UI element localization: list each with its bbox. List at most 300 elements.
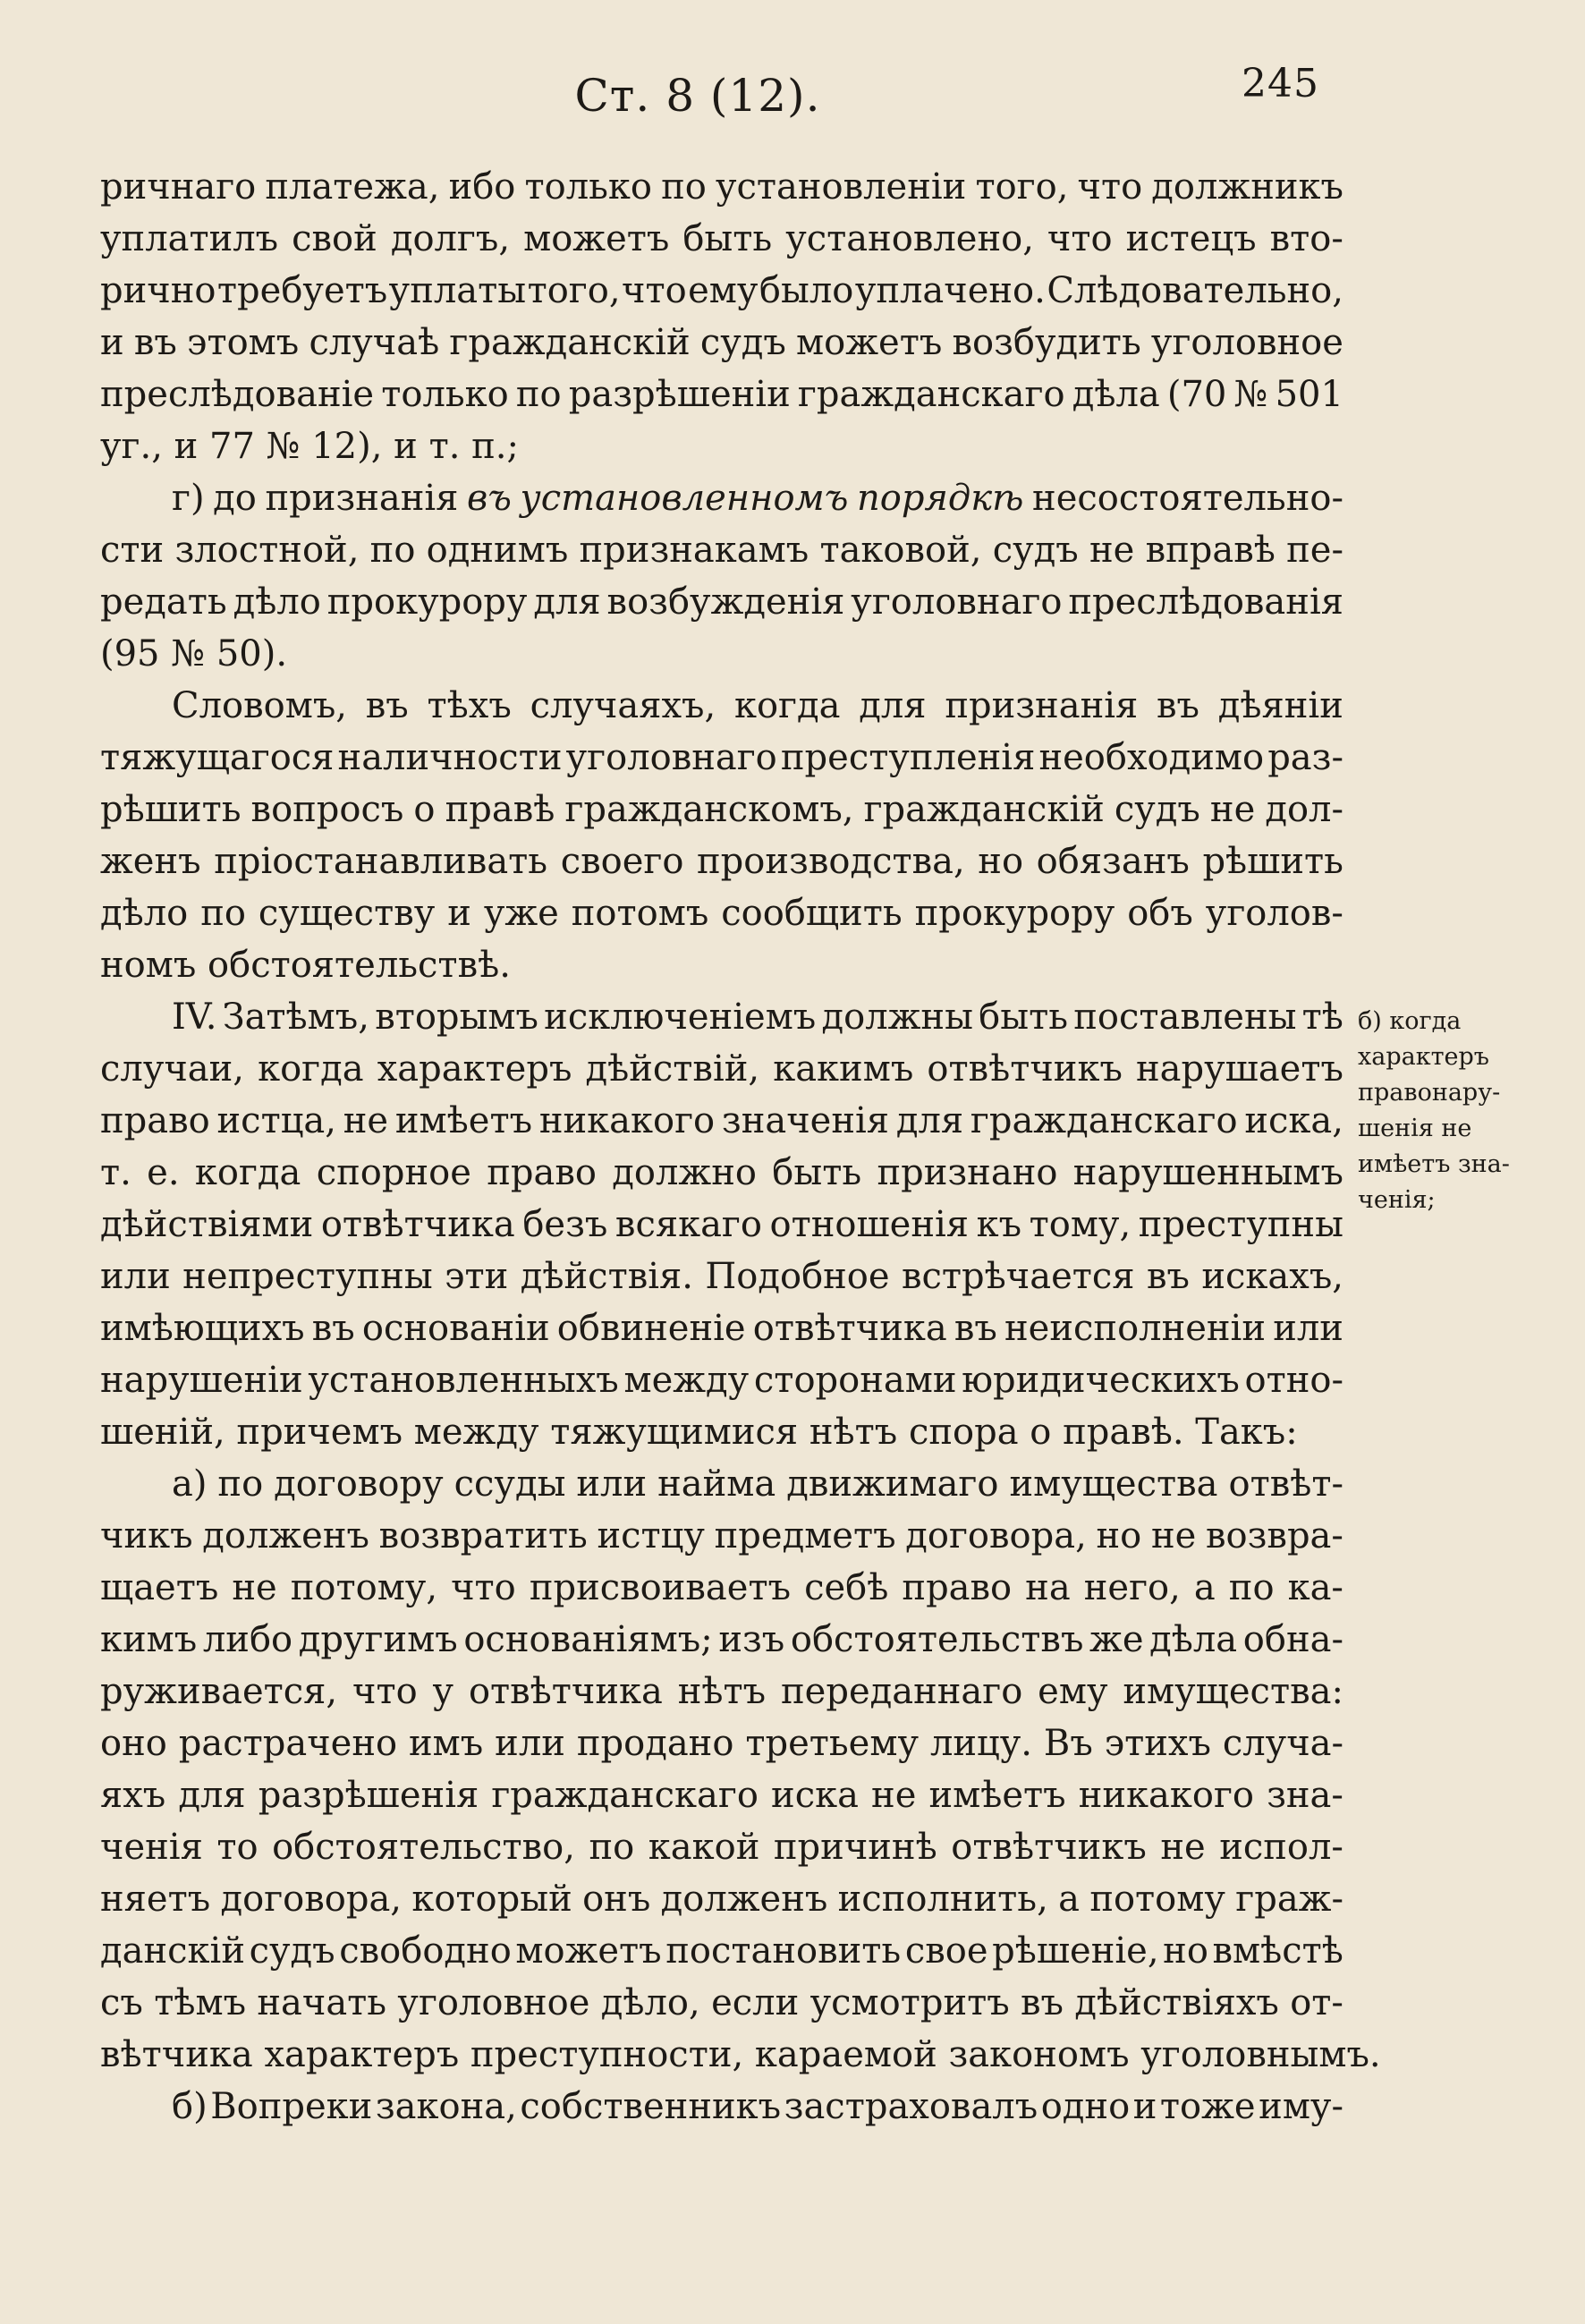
word: уголов- bbox=[1205, 893, 1343, 934]
word: продано bbox=[576, 1723, 734, 1764]
word: вопросъ bbox=[250, 789, 404, 830]
word: уг., bbox=[100, 426, 163, 467]
word: порядкѣ bbox=[856, 478, 1024, 519]
word: право bbox=[487, 1152, 597, 1193]
word: отвѣтчикъ bbox=[927, 1048, 1123, 1090]
word: по bbox=[200, 893, 246, 934]
page-header-title: Ст. 8 (12). bbox=[574, 70, 821, 122]
text-line bbox=[100, 1821, 1343, 1873]
word: истецъ bbox=[1125, 218, 1257, 259]
word: по bbox=[1228, 1567, 1275, 1608]
word: значенія bbox=[721, 1100, 890, 1141]
word: для bbox=[178, 1775, 246, 1816]
word: право bbox=[902, 1567, 1013, 1608]
word: № bbox=[1233, 374, 1268, 415]
word: тоже bbox=[1159, 2086, 1256, 2127]
word: сообщить bbox=[721, 893, 903, 934]
word: основаніи bbox=[361, 1308, 550, 1349]
word: для bbox=[895, 1100, 964, 1141]
word: гражданскомъ, bbox=[564, 789, 854, 830]
word: ему bbox=[1038, 1671, 1108, 1712]
word: переданнаго bbox=[781, 1671, 1023, 1712]
word: нѣтъ bbox=[677, 1671, 767, 1712]
word: обстоятельствѣ. bbox=[208, 945, 511, 986]
word: граж- bbox=[1235, 1879, 1343, 1920]
word: тѣ bbox=[1301, 997, 1343, 1038]
word: случа- bbox=[1222, 1723, 1343, 1764]
word: истцу bbox=[597, 1515, 705, 1556]
word: или bbox=[1273, 1308, 1343, 1349]
word: и bbox=[447, 893, 471, 934]
word: обстоятельство, bbox=[272, 1827, 575, 1868]
word: никакого bbox=[1078, 1775, 1254, 1816]
word: рично bbox=[100, 270, 216, 311]
word: иска bbox=[771, 1775, 859, 1816]
word: руживается, bbox=[100, 1671, 338, 1712]
word: г) bbox=[172, 478, 205, 519]
word: Вопреки bbox=[210, 2086, 373, 2127]
word: таковой, bbox=[819, 530, 982, 571]
word: уголовнаго bbox=[851, 581, 1063, 623]
word: уголовнаго bbox=[565, 737, 777, 778]
word: для bbox=[533, 581, 601, 623]
word: между bbox=[623, 1360, 750, 1401]
page-number: 245 bbox=[1242, 61, 1319, 106]
word: объ bbox=[1127, 893, 1193, 934]
word: нарушеніи bbox=[100, 1360, 303, 1401]
word: присвоиваетъ bbox=[529, 1567, 792, 1608]
word: этомъ bbox=[187, 322, 300, 363]
word: дѣяніи bbox=[1217, 685, 1343, 726]
word: только bbox=[381, 374, 509, 415]
word: имущества: bbox=[1123, 1671, 1343, 1712]
word: вмѣстѣ bbox=[1212, 1930, 1343, 1972]
text-line bbox=[100, 1251, 1343, 1302]
word: правѣ. bbox=[1063, 1412, 1184, 1453]
word: вторымъ bbox=[375, 997, 538, 1038]
word: женъ bbox=[100, 841, 201, 882]
word: въ bbox=[1021, 1982, 1064, 2023]
word: никакого bbox=[538, 1100, 716, 1141]
word: не bbox=[1209, 789, 1256, 830]
word: если bbox=[711, 1982, 800, 2023]
word: что bbox=[1077, 166, 1143, 208]
word: по bbox=[217, 1463, 264, 1505]
word: въ bbox=[311, 1308, 355, 1349]
word: рѣшить bbox=[1202, 841, 1343, 882]
word: характеръ bbox=[377, 1048, 572, 1090]
word: № bbox=[171, 633, 206, 674]
word: Такъ: bbox=[1195, 1412, 1298, 1453]
word: дѣло, bbox=[600, 1982, 700, 2023]
word: лицу. bbox=[929, 1723, 1032, 1764]
word: когда bbox=[258, 1048, 364, 1090]
word: однимъ bbox=[426, 530, 569, 571]
word: юридическихъ bbox=[962, 1360, 1240, 1401]
word: одно bbox=[1040, 2086, 1131, 2127]
word: по bbox=[661, 166, 707, 208]
word: платежа, bbox=[265, 166, 440, 208]
word: установлено, bbox=[785, 218, 1034, 259]
word: и bbox=[174, 426, 199, 467]
word: гражданскаго bbox=[970, 1100, 1238, 1141]
word: разрѣшеніи bbox=[568, 374, 791, 415]
word: IV. bbox=[172, 997, 217, 1038]
word: искахъ, bbox=[1201, 1256, 1343, 1297]
text-line bbox=[100, 2029, 1381, 2081]
word: установленіи bbox=[715, 166, 967, 208]
word: на bbox=[1025, 1567, 1071, 1608]
word: испол- bbox=[1219, 1827, 1343, 1868]
word: быть bbox=[682, 218, 773, 259]
word: не bbox=[871, 1775, 917, 1816]
marginal-note-line: имѣетъ зна- bbox=[1358, 1150, 1510, 1178]
word: долженъ bbox=[660, 1879, 828, 1920]
word: п.; bbox=[471, 426, 519, 467]
word: вто- bbox=[1269, 218, 1343, 259]
marginal-note-line: б) когда bbox=[1358, 1007, 1462, 1035]
word: а bbox=[1058, 1879, 1080, 1920]
word: имъ bbox=[409, 1723, 484, 1764]
text-line bbox=[100, 524, 1343, 576]
word: что bbox=[352, 1671, 418, 1712]
word: пе- bbox=[1286, 530, 1343, 571]
word: договору bbox=[274, 1463, 444, 1505]
word: изъ bbox=[718, 1619, 785, 1660]
word: и bbox=[394, 426, 418, 467]
word: по bbox=[369, 530, 416, 571]
text-line bbox=[100, 265, 1343, 317]
word: съ bbox=[100, 1982, 143, 2023]
word: должно bbox=[612, 1152, 757, 1193]
word: Затѣмъ, bbox=[222, 997, 369, 1038]
word: же bbox=[1089, 1619, 1144, 1660]
text-line bbox=[100, 732, 1343, 784]
word: необходимо bbox=[1038, 737, 1265, 778]
word: уже bbox=[483, 893, 559, 934]
word: признакамъ bbox=[579, 530, 809, 571]
word: обстоятельствъ bbox=[790, 1619, 1084, 1660]
word: то bbox=[216, 1827, 259, 1868]
word: правѣ bbox=[445, 789, 555, 830]
word: о bbox=[1030, 1412, 1052, 1453]
word: редать bbox=[100, 581, 227, 623]
word: не bbox=[1160, 1827, 1206, 1868]
word: дѣйствій, bbox=[585, 1048, 760, 1090]
text-line bbox=[100, 680, 1343, 732]
word: судъ bbox=[249, 1930, 335, 1972]
word: требуетъ bbox=[216, 270, 388, 311]
word: постановить bbox=[665, 1930, 902, 1972]
word: пріостанавливать bbox=[214, 841, 548, 882]
text-line bbox=[100, 472, 1343, 524]
word: всякаго bbox=[615, 1204, 762, 1245]
text-line bbox=[100, 1718, 1343, 1769]
word: тяжущимися bbox=[550, 1412, 799, 1453]
word: но bbox=[978, 841, 1024, 882]
word: или bbox=[100, 1256, 171, 1297]
word: 50). bbox=[216, 633, 288, 674]
word: уголовное bbox=[397, 1982, 590, 2023]
word: можетъ bbox=[515, 1930, 662, 1972]
word: въ bbox=[954, 1308, 997, 1349]
word: случаи, bbox=[100, 1048, 245, 1090]
word: 12), bbox=[311, 426, 383, 467]
word: право bbox=[100, 1100, 210, 1141]
text-line bbox=[100, 784, 1343, 835]
text-line bbox=[100, 1302, 1343, 1354]
text-line bbox=[100, 1458, 1343, 1510]
word: отвѣтчика bbox=[320, 1204, 515, 1245]
word: но bbox=[1096, 1515, 1142, 1556]
word: какимъ bbox=[773, 1048, 914, 1090]
word: уплаты bbox=[388, 270, 527, 311]
text-line bbox=[100, 420, 1343, 472]
word: шеній, bbox=[100, 1412, 225, 1453]
word: уплатилъ bbox=[100, 218, 279, 259]
text-line bbox=[100, 2081, 1343, 2133]
word: прокурору bbox=[914, 893, 1115, 934]
word: для bbox=[859, 685, 927, 726]
word: быть bbox=[772, 1152, 862, 1193]
word: ибо bbox=[448, 166, 516, 208]
word: отвѣт- bbox=[1228, 1463, 1343, 1505]
text-line bbox=[100, 317, 1343, 369]
text-line bbox=[100, 1562, 1343, 1614]
word: несостоятельно- bbox=[1032, 478, 1343, 519]
word: должникъ bbox=[1151, 166, 1343, 208]
word: дѣйствія. bbox=[520, 1256, 693, 1297]
word: усмотритъ bbox=[809, 1982, 1010, 2023]
word: имѣетъ bbox=[928, 1775, 1066, 1816]
text-line bbox=[100, 1666, 1343, 1718]
word: закона, bbox=[375, 2086, 517, 2127]
word: ричнаго bbox=[100, 166, 257, 208]
word: можетъ bbox=[796, 322, 943, 363]
word: 77 bbox=[209, 426, 255, 467]
word: встрѣчается bbox=[902, 1256, 1135, 1297]
word: не bbox=[1089, 530, 1135, 571]
word: исполнить, bbox=[837, 1879, 1048, 1920]
text-line bbox=[100, 213, 1343, 265]
word: договора, bbox=[220, 1879, 403, 1920]
word: щаетъ bbox=[100, 1567, 219, 1608]
word: уплачено. bbox=[854, 270, 1046, 311]
word: къ bbox=[976, 1204, 1022, 1245]
word: рѣшить bbox=[100, 789, 242, 830]
word: собственникъ bbox=[520, 2086, 782, 2127]
word: иска, bbox=[1244, 1100, 1343, 1141]
text-line bbox=[100, 369, 1343, 420]
word: него, bbox=[1083, 1567, 1181, 1608]
body-text bbox=[100, 161, 1381, 2133]
word: преслѣдованія bbox=[1068, 581, 1343, 623]
text-line bbox=[100, 1406, 1343, 1458]
word: т. bbox=[428, 426, 461, 467]
word: не bbox=[1150, 1515, 1197, 1556]
word: отвѣтчикъ bbox=[951, 1827, 1147, 1868]
word: движимаго bbox=[786, 1463, 999, 1505]
word: дѣйствіяхъ bbox=[1074, 1982, 1279, 2023]
text-line bbox=[100, 1043, 1343, 1095]
word: по bbox=[515, 374, 562, 415]
word: е. bbox=[147, 1152, 180, 1193]
word: уголовное bbox=[1150, 322, 1343, 363]
word: того, bbox=[527, 270, 621, 311]
word: истца, bbox=[216, 1100, 336, 1141]
word: сторонами bbox=[753, 1360, 957, 1401]
text-line bbox=[100, 991, 1343, 1043]
word: дѣло bbox=[233, 581, 321, 623]
word: до bbox=[213, 478, 257, 519]
word: но bbox=[1163, 1930, 1208, 1972]
word: гражданскій bbox=[449, 322, 691, 363]
word: установленномъ bbox=[520, 478, 849, 519]
marginal-note-line: ченія; bbox=[1358, 1186, 1436, 1214]
word: вѣтчика bbox=[100, 2034, 253, 2075]
word: должны bbox=[821, 997, 973, 1038]
word: Слѣдовательно, bbox=[1047, 270, 1343, 311]
word: что bbox=[622, 270, 687, 311]
word: судъ bbox=[1114, 789, 1200, 830]
word: нарушеннымъ bbox=[1072, 1152, 1343, 1193]
word: имѣющихъ bbox=[100, 1308, 305, 1349]
word: т. bbox=[100, 1152, 131, 1193]
word: караемой bbox=[754, 2034, 937, 2075]
word: нѣтъ bbox=[809, 1412, 898, 1453]
text-line bbox=[100, 1147, 1343, 1199]
word: злостной, bbox=[174, 530, 360, 571]
word: потому, bbox=[290, 1567, 438, 1608]
word: характеръ bbox=[264, 2034, 460, 2075]
marginal-note-line: шенія не bbox=[1358, 1115, 1472, 1142]
text-line bbox=[100, 576, 1343, 628]
word: о bbox=[413, 789, 436, 830]
word: либо bbox=[202, 1619, 293, 1660]
word: судъ bbox=[992, 530, 1079, 571]
word: который bbox=[411, 1879, 572, 1920]
word: или bbox=[576, 1463, 648, 1505]
word: от- bbox=[1290, 1982, 1343, 2023]
word: непреступны bbox=[182, 1256, 433, 1297]
word: того, bbox=[975, 166, 1069, 208]
word: возвра- bbox=[1206, 1515, 1343, 1556]
word: гражданскаго bbox=[797, 374, 1065, 415]
word: существу bbox=[258, 893, 436, 934]
text-line bbox=[100, 1199, 1343, 1251]
word: въ bbox=[1146, 1256, 1190, 1297]
word: судъ bbox=[699, 322, 786, 363]
word: возвратить bbox=[378, 1515, 588, 1556]
word: въ bbox=[467, 478, 512, 519]
word: гражданскаго bbox=[491, 1775, 759, 1816]
word: б) bbox=[172, 2086, 208, 2127]
word: признанія bbox=[945, 685, 1139, 726]
word: имущества bbox=[1009, 1463, 1218, 1505]
word: только bbox=[524, 166, 652, 208]
word: обвиненіе bbox=[556, 1308, 746, 1349]
text-line bbox=[100, 1510, 1343, 1562]
word: возбудить bbox=[952, 322, 1141, 363]
word: раз- bbox=[1267, 737, 1343, 778]
word: и bbox=[100, 322, 124, 363]
word: случаѣ bbox=[309, 322, 440, 363]
word: свой bbox=[292, 218, 377, 259]
word: спорное bbox=[316, 1152, 471, 1193]
word: преслѣдованіе bbox=[100, 374, 375, 415]
word: производства, bbox=[697, 841, 965, 882]
word: прокурору bbox=[326, 581, 528, 623]
word: закономъ bbox=[948, 2034, 1130, 2075]
word: обязанъ bbox=[1036, 841, 1190, 882]
word: спора bbox=[908, 1412, 1019, 1453]
word: Словомъ, bbox=[172, 685, 347, 726]
word: не bbox=[343, 1100, 389, 1141]
word: долгъ, bbox=[390, 218, 511, 259]
word: когда bbox=[194, 1152, 301, 1193]
word: а) bbox=[172, 1463, 208, 1505]
word: онъ bbox=[582, 1879, 651, 1920]
text-line bbox=[100, 1095, 1343, 1147]
word: что bbox=[451, 1567, 516, 1608]
text-line bbox=[100, 161, 1343, 213]
word: преступны bbox=[1138, 1204, 1343, 1245]
marginal-note-line: характеръ bbox=[1358, 1043, 1489, 1071]
text-line bbox=[100, 1925, 1343, 1977]
word: и bbox=[1132, 2086, 1157, 2127]
word: отно- bbox=[1244, 1360, 1343, 1401]
word: застраховалъ bbox=[784, 2086, 1038, 2127]
word: третьему bbox=[745, 1723, 919, 1764]
word: по bbox=[589, 1827, 635, 1868]
word: уголовнымъ. bbox=[1140, 2034, 1381, 2075]
word: потомъ bbox=[571, 893, 709, 934]
word: вправѣ bbox=[1145, 530, 1276, 571]
word: договора, bbox=[905, 1515, 1087, 1556]
word: ссуды bbox=[453, 1463, 566, 1505]
text-line bbox=[100, 1614, 1343, 1666]
word: 501 bbox=[1275, 374, 1343, 415]
word: своего bbox=[560, 841, 684, 882]
word: данскій bbox=[100, 1930, 245, 1972]
word: разрѣшенія bbox=[258, 1775, 479, 1816]
word: не bbox=[232, 1567, 277, 1608]
word: дѣло bbox=[100, 893, 189, 934]
marginal-note bbox=[1358, 1004, 1555, 1218]
marginal-note-line: правонару- bbox=[1358, 1079, 1501, 1107]
word: въ bbox=[1157, 685, 1199, 726]
word: чикъ bbox=[100, 1515, 193, 1556]
text-line bbox=[100, 1354, 1343, 1406]
word: предметъ bbox=[714, 1515, 896, 1556]
word: Подобное bbox=[705, 1256, 890, 1297]
word: ему bbox=[688, 270, 759, 311]
word: себѣ bbox=[804, 1567, 889, 1608]
word: у bbox=[432, 1671, 454, 1712]
word: рѣшеніе, bbox=[992, 1930, 1159, 1972]
text-line bbox=[100, 887, 1343, 939]
word: № bbox=[266, 426, 301, 467]
word: эти bbox=[445, 1256, 509, 1297]
word: дѣйствіями bbox=[100, 1204, 314, 1245]
word: возбужденія bbox=[606, 581, 845, 623]
word: свое bbox=[904, 1930, 988, 1972]
word: исключеніемъ bbox=[544, 997, 817, 1038]
word: гражданскій bbox=[863, 789, 1105, 830]
word: оно bbox=[100, 1723, 167, 1764]
word: тому, bbox=[1029, 1204, 1132, 1245]
word: няетъ bbox=[100, 1879, 211, 1920]
